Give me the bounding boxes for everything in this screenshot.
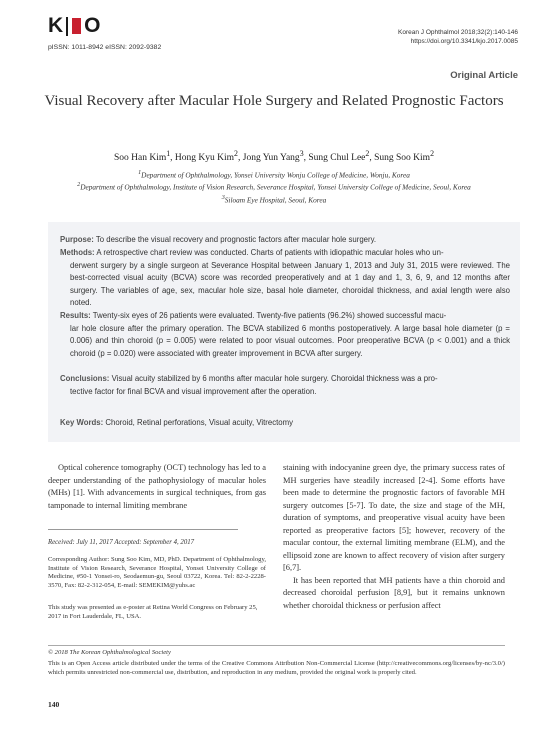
license-divider [48, 645, 505, 646]
abstract-results: Results: Twenty-six eyes of 26 patients were evaluated. Twenty-five patients (96.2%) showed successful macu- lar hole closure after the primary operation. The BCVA stabilized 6 months postoperatively. A large basal hole diameter (p = 0.006) and thin choroid (p = 0.005) were related to poor visual outcomes. Poor preoperative BCVA (p < 0.001) and a thick choroid (p = 0.020) were associated with greater improvement in BCVA after surgery. [60, 311, 510, 358]
logo-letter-o: O [84, 14, 100, 37]
license-text: This is an Open Access article distributed under the terms of the Creative Commons Attribution Non-Commercial License (http://creativecommons.org/licenses/by-nc/3.0/) which permits unrestricted non-commercial use, distribution, and reproduction in any medium, provided the original work is properly cited. [48, 660, 505, 676]
author: Jong Yun Yang$^3$ [242, 149, 304, 164]
author: Sung Soo Kim$^2$ [374, 149, 435, 164]
abstract-box [48, 222, 520, 442]
body-left-column [48, 462, 266, 512]
abstract-conclusions: Conclusions: Visual acuity stabilized by 6 months after macular hole surgery. Choroidal thickness was a pro- tective factor for final BCVA and visual improvement after the operation. [60, 374, 438, 396]
paper-title: Visual Recovery after Macular Hole Surgery and Related Prognostic Factors [44, 93, 504, 109]
logo-letter-k: K [48, 14, 63, 37]
article-type: Original Article [450, 70, 518, 81]
author: Soo Han Kim$^1$ [113, 149, 171, 164]
journal-info [398, 28, 518, 46]
body-right-column [283, 462, 505, 612]
body-paragraph: Optical coherence tomography (OCT) technology has led to a deeper understanding of the pathophysiology of macular holes (MHs) [1]. With advancements in surgical techniques, from gas tamponade to internal limiting membrane [48, 463, 266, 510]
doi-link[interactable]: https://doi.org/10.3341/kjo.2017.0085 [410, 38, 518, 45]
body-paragraph: It has been reported that MH patients have a thin choroid and decreased choroidal perfusion [8,9], but it remains unknown whether choroidal thickness or perfusion affect [283, 575, 505, 610]
footnote-divider [48, 529, 238, 530]
logo-red-mark [72, 18, 81, 34]
corresponding-author: Corresponding Author: Sung Soo Kim, MD, PhD. Department of Ophthalmology, Institute of Vision Research, Severance Hospital, Yonsei University College of Medicine, #50-1 Yonsei-ro, Seodaemun-gu, Seoul 03722, Korea. Tel: 82-2-2228-3570, Fax: 82-2-312-054, E-mail: SEMEKIM@yuhs.ac [48, 556, 266, 589]
logo-divider [66, 17, 68, 36]
affiliation: $^1$Department of Ophthalmology, Yonsei University Wonju College of Medicine, Wonju, Korea [138, 170, 410, 180]
author: Sung Chul Lee$^2$ [308, 149, 370, 164]
page-number: 140 [48, 700, 60, 709]
affiliations [40, 168, 508, 205]
journal-logo [48, 14, 100, 38]
abstract-methods: Methods: A retrospective chart review was conducted. Charts of patients with idiopathic macular holes who un- derwent surgery by a single surgeon at Severance Hospital between January 1, 2013 and July 31, 2015 were reviewed. The best-corrected visual acuity (BCVA) score was recorded preoperatively and at 1 day and 1, 3, 6, 9, and 12 months after surgery. The variables of age, sex, macular hole size, basal hole diameter, choroidal thickness, and axial length were also noted. [60, 248, 510, 308]
issn: pISSN: 1011-8942 eISSN: 2092-9382 [48, 44, 162, 51]
copyright: © 2018 The Korean Ophthalmological Society [48, 649, 171, 656]
received-dates: Received: July 11, 2017 Accepted: September 4, 2017 [48, 539, 195, 546]
body-paragraph: staining with indocyanine green dye, the primary success rates of MH surgeries have steadily increased [2-4]. Some efforts have been made to determine the prognostic factors of favorable MH surgery outcomes [5-7]. To date, the size and stage of the MH, duration of symptoms, and preoperative visual acuity have been reported as preoperative factors [5]; however, recovery of the macular contour, the external limiting membrane (ELM), and the ellipsoid zone are known to affect recovery of vision after surgery [6,7]. [283, 463, 505, 572]
presentation-note: This study was presented as e-poster at Retina World Congress on February 25, 2017 in Fort Lauderdale, FL, USA. [48, 604, 258, 620]
author-list: Soo Han Kim$^1$, Hong Kyu Kim$^2$, Jong Yun Yang$^3$, Sung Chul Lee$^2$, Sung Soo Kim$^2$ [113, 149, 435, 164]
author: Hong Kyu Kim$^2$ [174, 149, 238, 164]
affiliation: $^2$Department of Ophthalmology, Institute of Vision Research, Severance Hospital, Yonsei University College of Medicine, Seoul, Korea [77, 182, 471, 192]
journal-citation: Korean J Ophthalmol 2018;32(2):140-146 [398, 29, 518, 36]
keywords: Key Words: Choroid, Retinal perforations, Visual acuity, Vitrectomy [60, 418, 294, 427]
affiliation: $^3$Siloam Eye Hospital, Seoul, Korea [221, 194, 327, 205]
abstract-purpose: Purpose: To describe the visual recovery and prognostic factors after macular hole surgery. [60, 235, 377, 244]
